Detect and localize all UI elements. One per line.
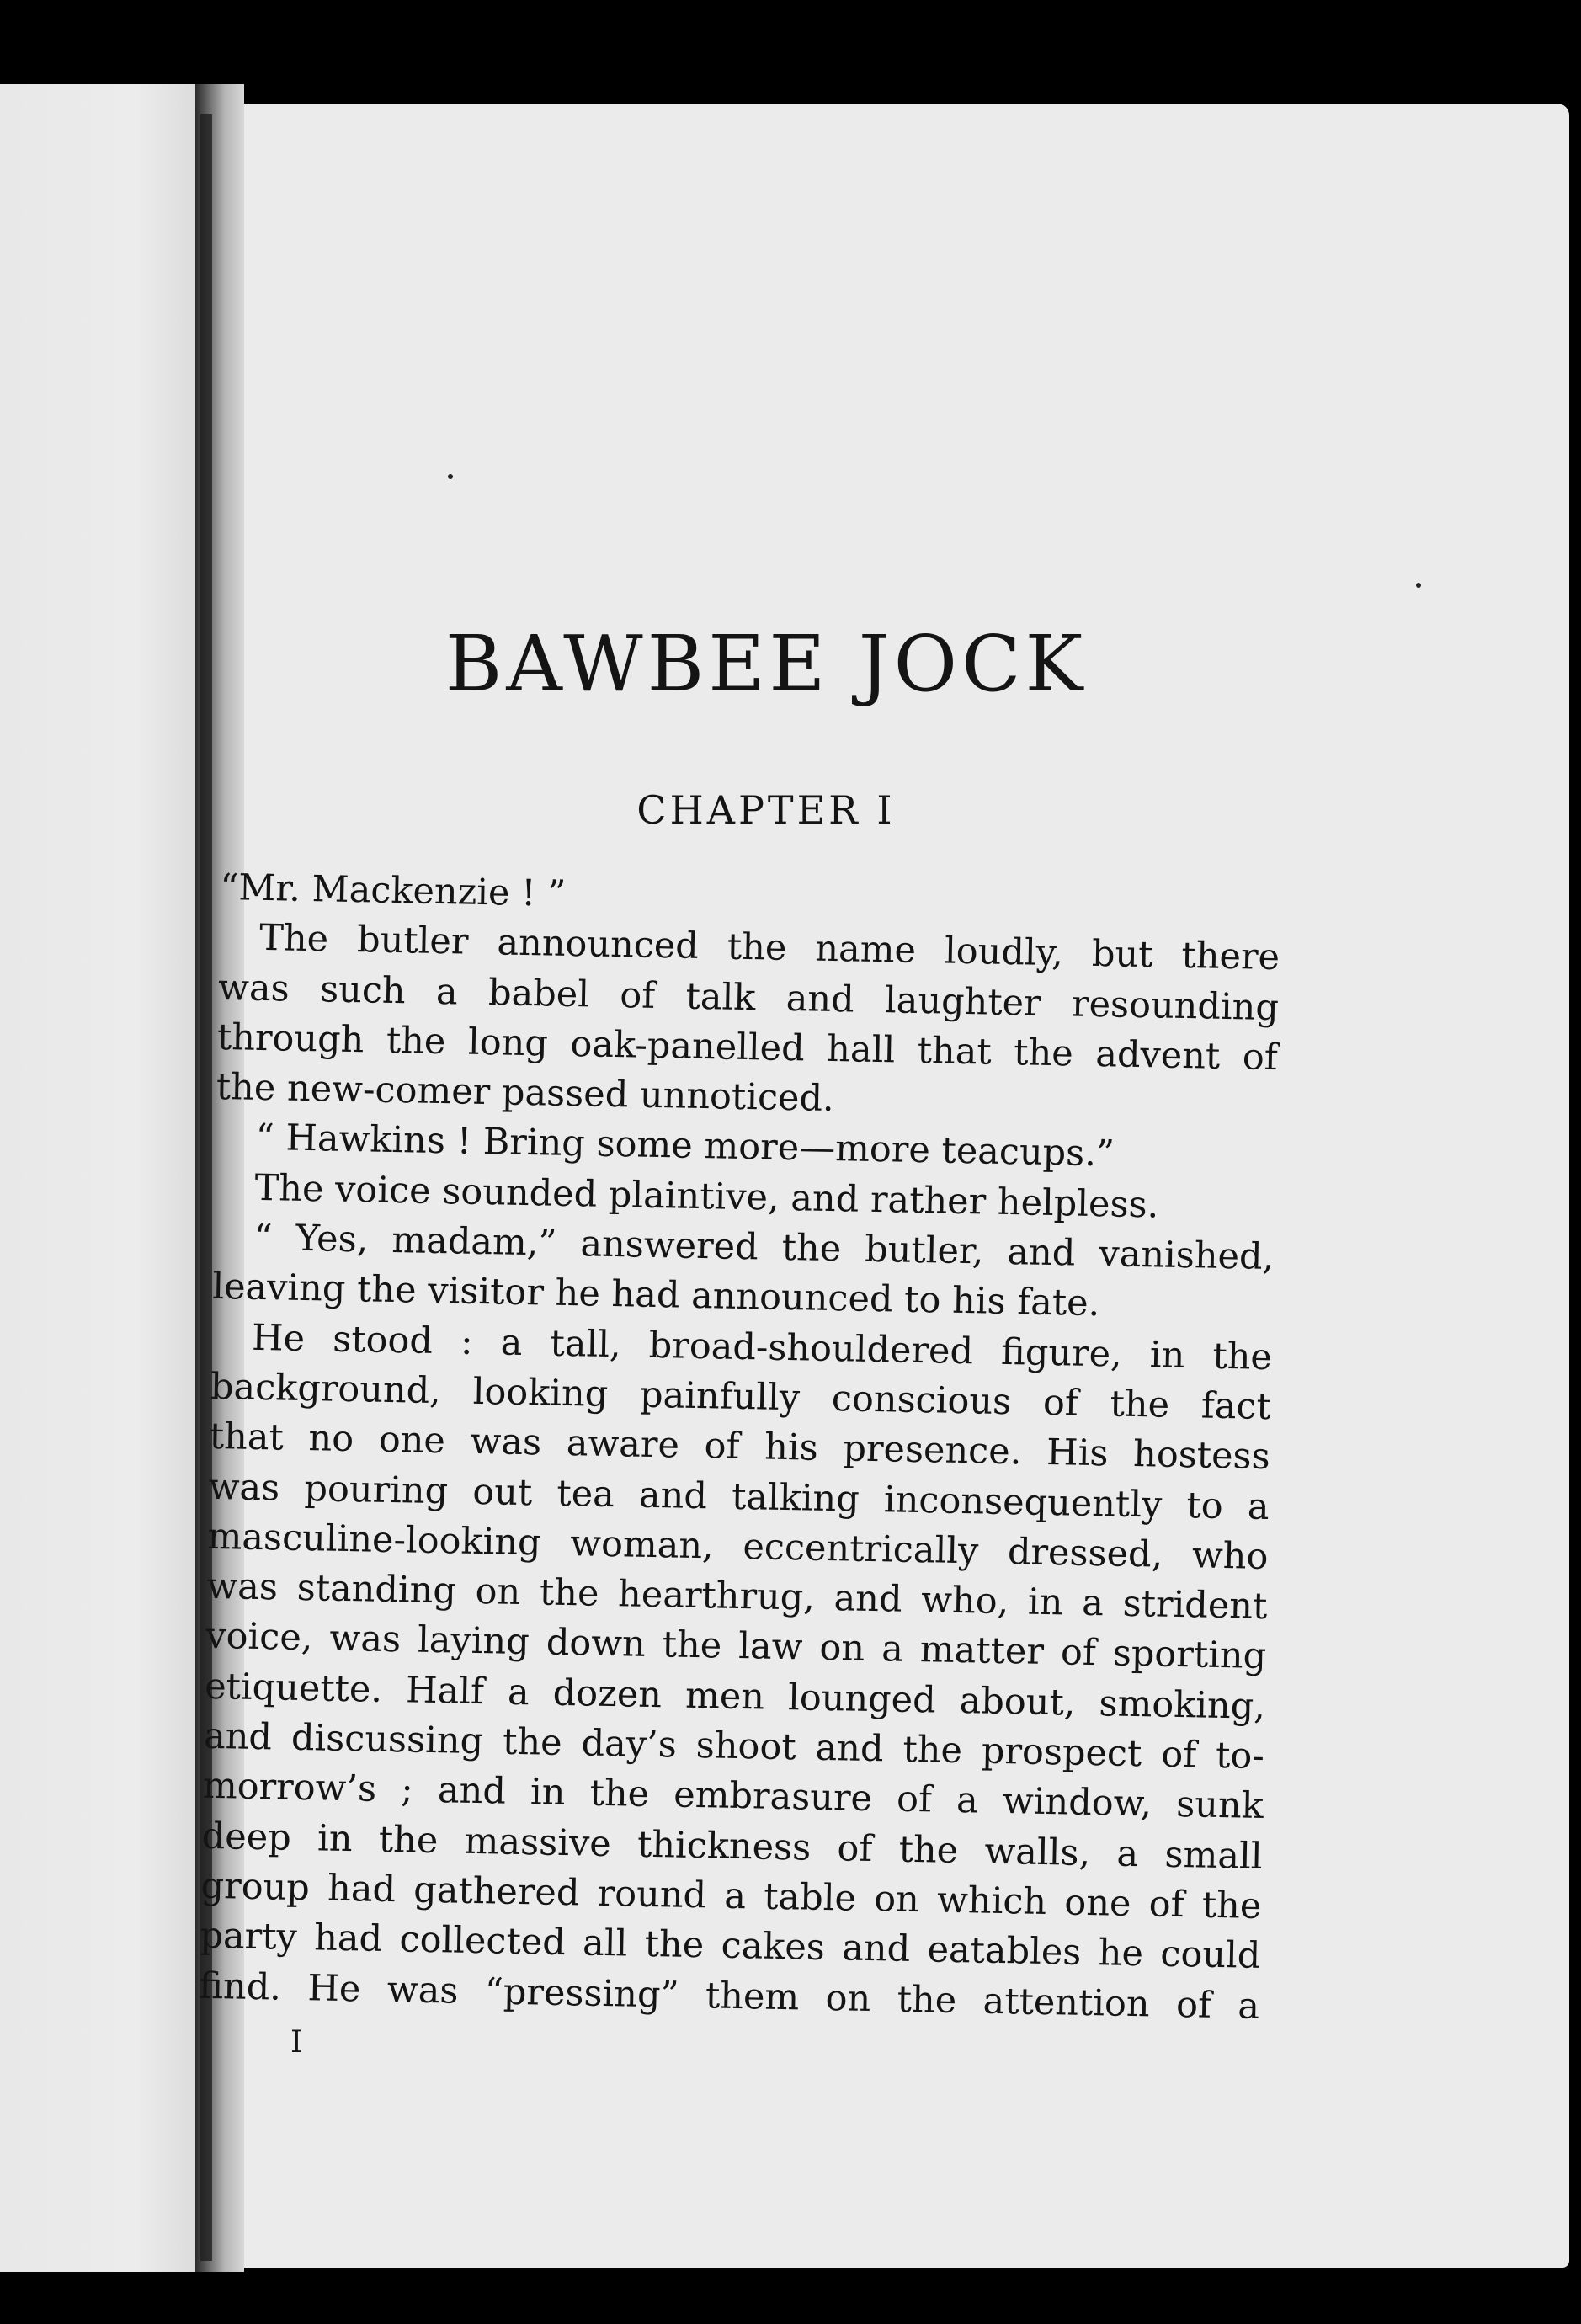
word: He [251, 1316, 306, 1360]
chapter-heading: CHAPTER I [636, 787, 896, 833]
word: answered [580, 1223, 759, 1269]
word: window, [1002, 1780, 1152, 1826]
word: day’s [581, 1722, 678, 1767]
word: down [546, 1622, 647, 1666]
word: and [841, 1927, 911, 1971]
word: “Mr. [219, 866, 301, 910]
word: hall [826, 1027, 896, 1072]
word: resounding [1071, 983, 1280, 1029]
word: matter [919, 1628, 1045, 1674]
word: painfully [639, 1373, 801, 1420]
word: fact [1200, 1384, 1272, 1429]
word: and [437, 1769, 507, 1814]
word: a [507, 1671, 530, 1714]
word: talk [685, 975, 756, 1019]
word: sounded [441, 1170, 598, 1216]
word: some [596, 1123, 694, 1168]
word: aware [566, 1422, 680, 1467]
word: walls, [984, 1830, 1091, 1874]
word: pouring [304, 1467, 449, 1512]
page-number: I [290, 2025, 303, 2060]
word: in [1027, 1580, 1064, 1624]
book-title: BAWBEE JOCK [444, 619, 1088, 709]
word: who [1191, 1534, 1269, 1578]
word: Mackenzie [311, 868, 510, 914]
word: but [1091, 933, 1153, 977]
word: the [1110, 1383, 1170, 1426]
word: massive [464, 1820, 612, 1865]
word: no [308, 1417, 354, 1461]
word: his [764, 1426, 819, 1470]
word: one [378, 1419, 446, 1463]
word: the [644, 1923, 705, 1967]
word: law [737, 1625, 803, 1669]
word: inconsequently [883, 1478, 1163, 1527]
word: was [386, 1968, 459, 2012]
word: table [763, 1875, 857, 1920]
word: figure, [1000, 1330, 1123, 1376]
word: the [1201, 1884, 1262, 1927]
word: on [873, 1878, 920, 1922]
word: leaving [211, 1266, 346, 1311]
word: thickness [636, 1823, 812, 1869]
word: passed [501, 1071, 629, 1117]
word: which [936, 1879, 1047, 1923]
word: oak-panelled [570, 1022, 806, 1070]
word: the [781, 1226, 842, 1271]
word: dozen [552, 1671, 663, 1716]
word: butler [356, 919, 469, 963]
word: hearthrug, [617, 1573, 816, 1619]
word: babel [487, 971, 590, 1016]
word: etiquette. [204, 1665, 383, 1711]
word: them [705, 1974, 800, 2018]
word: of [1148, 1883, 1185, 1927]
word: a [1247, 1485, 1270, 1528]
word: standing [296, 1567, 457, 1612]
word: small [1164, 1833, 1263, 1878]
word: helpless. [997, 1181, 1159, 1227]
word: advent [1094, 1032, 1221, 1078]
word: that [209, 1415, 285, 1459]
word: eccentrically [742, 1525, 979, 1573]
word: woman, [569, 1522, 715, 1568]
left-page-edge [0, 84, 195, 2272]
word: prospect [981, 1730, 1142, 1776]
word: and [790, 1176, 860, 1221]
word: the [1013, 1031, 1074, 1075]
word: ! [456, 1120, 472, 1164]
word: the [897, 1978, 957, 2022]
word: in [530, 1771, 566, 1815]
word: the [386, 1019, 446, 1063]
word: eatables [927, 1928, 1082, 1975]
word: masculine-looking [207, 1515, 542, 1564]
word: the [1212, 1335, 1273, 1378]
word: shoot [695, 1724, 797, 1769]
word: had [611, 1273, 680, 1317]
word: of [1242, 1036, 1279, 1079]
word: smoking, [1099, 1682, 1266, 1728]
word: attention [982, 1980, 1151, 2025]
word: the [662, 1623, 722, 1668]
word: broad-shouldered [648, 1324, 974, 1373]
word: of [896, 1778, 933, 1821]
word: was [470, 1421, 542, 1464]
word: the [898, 1828, 959, 1872]
word: a [435, 970, 459, 1014]
word: of [1042, 1381, 1079, 1425]
word: : [460, 1320, 474, 1363]
word: could [1159, 1932, 1261, 1978]
word: was [329, 1618, 402, 1661]
word: in [317, 1817, 354, 1860]
word: and [833, 1577, 902, 1621]
word: through [216, 1015, 365, 1062]
word: and [815, 1726, 884, 1771]
word: in [1149, 1333, 1185, 1377]
word: that [917, 1029, 993, 1074]
word: he [1098, 1932, 1144, 1975]
word: name [814, 927, 917, 973]
word: background, [210, 1365, 442, 1413]
word: find. [198, 1964, 282, 2009]
word: lounged [787, 1676, 937, 1722]
word: madam,” [391, 1219, 557, 1265]
word: plaintive, [608, 1173, 780, 1219]
ink-speck [1416, 583, 1421, 588]
word: sporting [1112, 1632, 1267, 1678]
word: the [356, 1268, 418, 1312]
word: rather [870, 1178, 987, 1223]
word: all [582, 1922, 628, 1965]
word: stood [332, 1318, 434, 1362]
word: long [467, 1021, 549, 1065]
word: the [378, 1818, 439, 1862]
word: of [619, 973, 656, 1017]
word: cakes [721, 1924, 826, 1970]
word: sunk [1175, 1783, 1264, 1828]
word: announced [690, 1275, 893, 1321]
word: and [785, 977, 855, 1021]
word: of [837, 1826, 873, 1870]
word: Yes, [295, 1217, 369, 1261]
word: out [471, 1470, 533, 1514]
word: laying [417, 1619, 530, 1664]
word: ” [546, 872, 567, 915]
word: the [216, 1066, 276, 1110]
word: tea [556, 1472, 615, 1516]
word: voice, [205, 1615, 313, 1660]
word: the [502, 1720, 563, 1765]
word: laughter [884, 978, 1042, 1025]
word: looking [472, 1370, 609, 1415]
word: on [475, 1570, 521, 1614]
word: conscious [831, 1378, 1012, 1424]
word: a [1237, 1984, 1260, 2028]
word: “ [253, 1216, 273, 1260]
word: to [903, 1279, 941, 1322]
word: the [902, 1728, 963, 1772]
word: vanished, [1098, 1233, 1275, 1279]
word: fate. [1016, 1281, 1100, 1325]
word: new-comer [286, 1067, 491, 1114]
word: morrow’s [202, 1765, 377, 1811]
ink-speck [448, 474, 453, 479]
word: teacups.” [941, 1129, 1115, 1175]
word: his [951, 1280, 1007, 1324]
word: Bring [482, 1121, 586, 1165]
word: of [1060, 1631, 1097, 1675]
word: “pressing” [484, 1970, 679, 2017]
word: a [723, 1874, 747, 1918]
word: butler, [864, 1228, 984, 1273]
word: men [684, 1674, 765, 1719]
word: hostess [1132, 1433, 1271, 1479]
word: to- [1215, 1734, 1265, 1778]
word: the [539, 1571, 599, 1615]
word: unnoticed. [639, 1074, 835, 1121]
word: ! [520, 872, 536, 915]
word: group [200, 1864, 311, 1910]
word: gathered [413, 1868, 580, 1915]
word: Half [405, 1669, 485, 1713]
word: he [555, 1272, 601, 1316]
word: round [597, 1872, 707, 1917]
word: was [208, 1465, 280, 1510]
word: talking [731, 1475, 860, 1521]
word: “ [255, 1117, 275, 1159]
word: of [1175, 1983, 1212, 2027]
word: who, [920, 1579, 1009, 1623]
word: about, [959, 1679, 1076, 1724]
word: and [203, 1714, 273, 1759]
word: such [319, 967, 407, 1012]
word: The [258, 917, 329, 961]
word: His [1046, 1431, 1109, 1475]
word: had [313, 1916, 383, 1961]
word: announced [497, 921, 700, 968]
word: on [825, 1976, 871, 2020]
word: a [500, 1321, 523, 1364]
word: presence. [843, 1427, 1022, 1474]
word: there [1181, 935, 1280, 979]
word: loudly, [944, 930, 1064, 975]
word: strident [1122, 1582, 1268, 1628]
word: of [1160, 1733, 1197, 1777]
word: voice [334, 1168, 432, 1213]
word: deep [201, 1815, 292, 1859]
word: more—more [704, 1125, 931, 1172]
word: had [327, 1867, 397, 1911]
word: embrasure [673, 1773, 873, 1820]
word: The [254, 1166, 324, 1211]
word: was [206, 1565, 279, 1609]
word: to [1186, 1484, 1224, 1527]
word: visitor [427, 1270, 545, 1314]
word: one [1063, 1881, 1131, 1925]
word: ; [400, 1768, 414, 1811]
chapter-body [199, 863, 1281, 2032]
word: a [1116, 1832, 1139, 1875]
word: and [638, 1474, 708, 1517]
word: He [306, 1966, 361, 2010]
word: a [1081, 1581, 1105, 1625]
word: was [217, 966, 290, 1010]
word: a [956, 1779, 979, 1822]
word: collected [399, 1918, 567, 1964]
word: party [200, 1915, 298, 1959]
word: of [704, 1425, 740, 1468]
word: discussing [290, 1716, 484, 1763]
word: tall, [550, 1322, 622, 1366]
word: dressed, [1007, 1530, 1163, 1576]
word: Hawkins [285, 1117, 446, 1163]
word: the [727, 925, 787, 970]
word: a [881, 1628, 904, 1671]
word: the [589, 1772, 650, 1816]
word: on [819, 1627, 865, 1671]
word: and [1007, 1231, 1076, 1275]
